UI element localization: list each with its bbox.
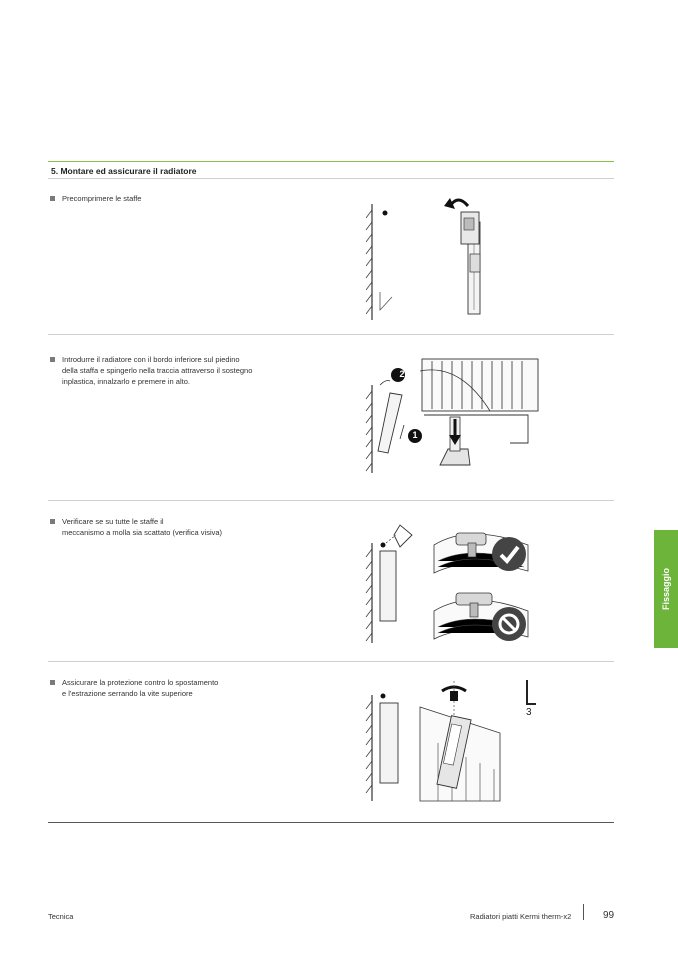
divider-2 <box>48 500 614 501</box>
ok-check-icon <box>492 537 526 571</box>
divider-3 <box>48 661 614 662</box>
side-tab-fissaggio[interactable] <box>654 530 678 648</box>
step-4 <box>50 677 262 699</box>
section-bottom-rule <box>48 822 614 823</box>
section-top-rule <box>48 161 614 162</box>
step-3 <box>50 516 262 538</box>
step-2 <box>50 354 262 387</box>
step-1-text: Precomprimere le staffe <box>62 194 142 203</box>
section-title: 5. Montare ed assicurare il radiatore <box>51 166 197 176</box>
step-2-marker-2: 2 <box>399 369 405 379</box>
hex-key-icon <box>524 678 538 708</box>
bullet-icon <box>50 519 55 524</box>
step-2-text: Introdurre il radiatore con il bordo inferiore sul piedino della staffa e spingerlo nella traccia attraverso il sostegno inplastica, innalzarlo e premere in alto. <box>62 355 253 386</box>
not-allowed-icon <box>492 607 526 641</box>
bullet-icon <box>50 196 55 201</box>
divider-1 <box>48 334 614 335</box>
side-tab-label: Fissaggio <box>661 567 671 611</box>
footer-right: Radiatori piatti Kermi therm-x2 <box>470 912 572 921</box>
step-1-illustration <box>360 192 520 324</box>
step-2-marker-1: 1 <box>412 430 418 440</box>
bullet-icon <box>50 680 55 685</box>
footer-left: Tecnica <box>48 912 74 921</box>
page-number: 99 <box>603 910 615 921</box>
step-1 <box>50 193 262 204</box>
step-3-text: Verificare se su tutte le staffe il meccanismo a molla sia scattato (verifica visiva) <box>62 517 223 537</box>
step-2-illustration <box>360 355 540 477</box>
step-4-illustration <box>360 677 510 805</box>
step-4-text: Assicurare la protezione contro lo spostamento e l'estrazione serrando la vite superiore <box>62 678 219 698</box>
footer-separator <box>583 904 584 920</box>
bullet-icon <box>50 357 55 362</box>
section-title-underline <box>48 178 614 179</box>
hex-key-size: 3 <box>526 707 532 718</box>
